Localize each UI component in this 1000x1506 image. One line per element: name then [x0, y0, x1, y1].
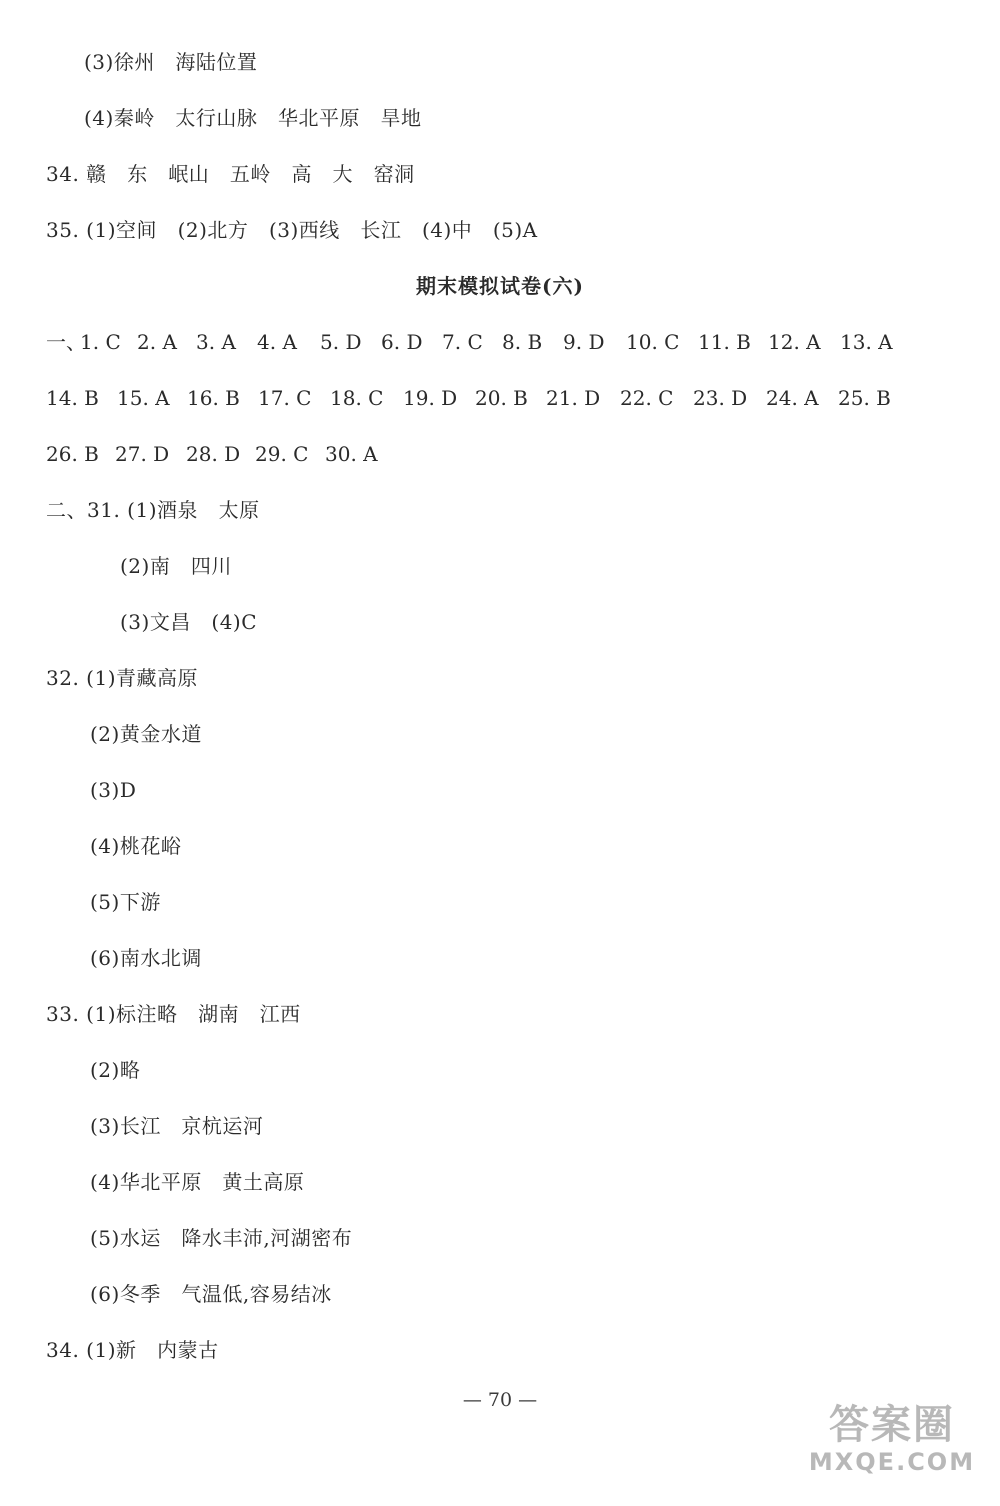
watermark-top-text: 答案圈: [829, 1402, 955, 1448]
mc-answer: 12. A: [768, 330, 821, 354]
answer-line-35: 35. (1)空间 (2)北方 (3)西线 长江 (4)中 (5)A: [46, 218, 538, 242]
answer-q33-5: (5)水运 降水丰沛,河湖密布: [90, 1226, 353, 1250]
mc-answer: 28. D: [186, 442, 241, 466]
answer-q34-1: 34. (1)新 内蒙古: [46, 1338, 219, 1362]
mc-answer: 4. A: [257, 330, 297, 354]
mc-answer: 13. A: [840, 330, 893, 354]
answer-q33-1: 33. (1)标注略 湖南 江西: [46, 1002, 301, 1026]
watermark-logo: [802, 1402, 982, 1492]
mc-answer: 24. A: [766, 386, 819, 410]
mc-answer: 10. C: [626, 330, 680, 354]
mc-answer: 23. D: [693, 386, 748, 410]
mc-answer: 9. D: [563, 330, 605, 354]
page-number: — 70 —: [462, 1389, 538, 1411]
mc-answer: 8. B: [502, 330, 543, 354]
mc-answer: 21. D: [546, 386, 601, 410]
part1-prefix: 一、: [46, 330, 86, 354]
answer-q33-3: (3)长江 京杭运河: [90, 1114, 264, 1138]
answer-q31-1: 二、31. (1)酒泉 太原: [46, 498, 260, 522]
mc-answer: 15. A: [117, 386, 170, 410]
answer-line-3-xuzhou: (3)徐州 海陆位置: [84, 50, 258, 74]
mc-answer: 19. D: [403, 386, 458, 410]
mc-answer: 1. C: [80, 330, 121, 354]
answer-q32-6: (6)南水北调: [90, 946, 202, 970]
answer-q33-6: (6)冬季 气温低,容易结冰: [90, 1282, 332, 1306]
answer-q33-2: (2)略: [90, 1058, 141, 1082]
answer-q32-1: 32. (1)青藏高原: [46, 666, 198, 690]
mc-answer: 30. A: [325, 442, 378, 466]
mc-answer: 25. B: [838, 386, 891, 410]
mc-answer: 22. C: [620, 386, 674, 410]
mc-answer: 26. B: [46, 442, 99, 466]
mc-answer: 11. B: [698, 330, 751, 354]
mc-answer: 29. C: [255, 442, 309, 466]
mc-answer: 7. C: [442, 330, 483, 354]
mc-answer: 14. B: [46, 386, 99, 410]
section-title: 期末模拟试卷(六): [416, 274, 584, 298]
watermark-bottom-text: MXQE.COM: [808, 1448, 976, 1476]
answer-q31-2: (2)南 四川: [120, 554, 232, 578]
answer-q32-4: (4)桃花峪: [90, 834, 182, 858]
mc-answer: 17. C: [258, 386, 312, 410]
mc-answer: 2. A: [137, 330, 177, 354]
mc-answer: 20. B: [475, 386, 528, 410]
answer-q31-3: (3)文昌 (4)C: [120, 610, 258, 634]
answer-q32-2: (2)黄金水道: [90, 722, 202, 746]
answer-line-34: 34. 赣 东 岷山 五岭 高 大 窑洞: [46, 162, 415, 186]
answer-q32-5: (5)下游: [90, 890, 161, 914]
answer-line-4-qinling: (4)秦岭 太行山脉 华北平原 旱地: [84, 106, 422, 130]
answer-q32-3: (3)D: [90, 778, 137, 802]
mc-answer: 16. B: [187, 386, 240, 410]
mc-answer: 3. A: [196, 330, 236, 354]
mc-answer: 5. D: [320, 330, 362, 354]
mc-answer: 27. D: [115, 442, 170, 466]
mc-answer: 6. D: [381, 330, 423, 354]
mc-answer: 18. C: [330, 386, 384, 410]
answer-q33-4: (4)华北平原 黄土高原: [90, 1170, 305, 1194]
